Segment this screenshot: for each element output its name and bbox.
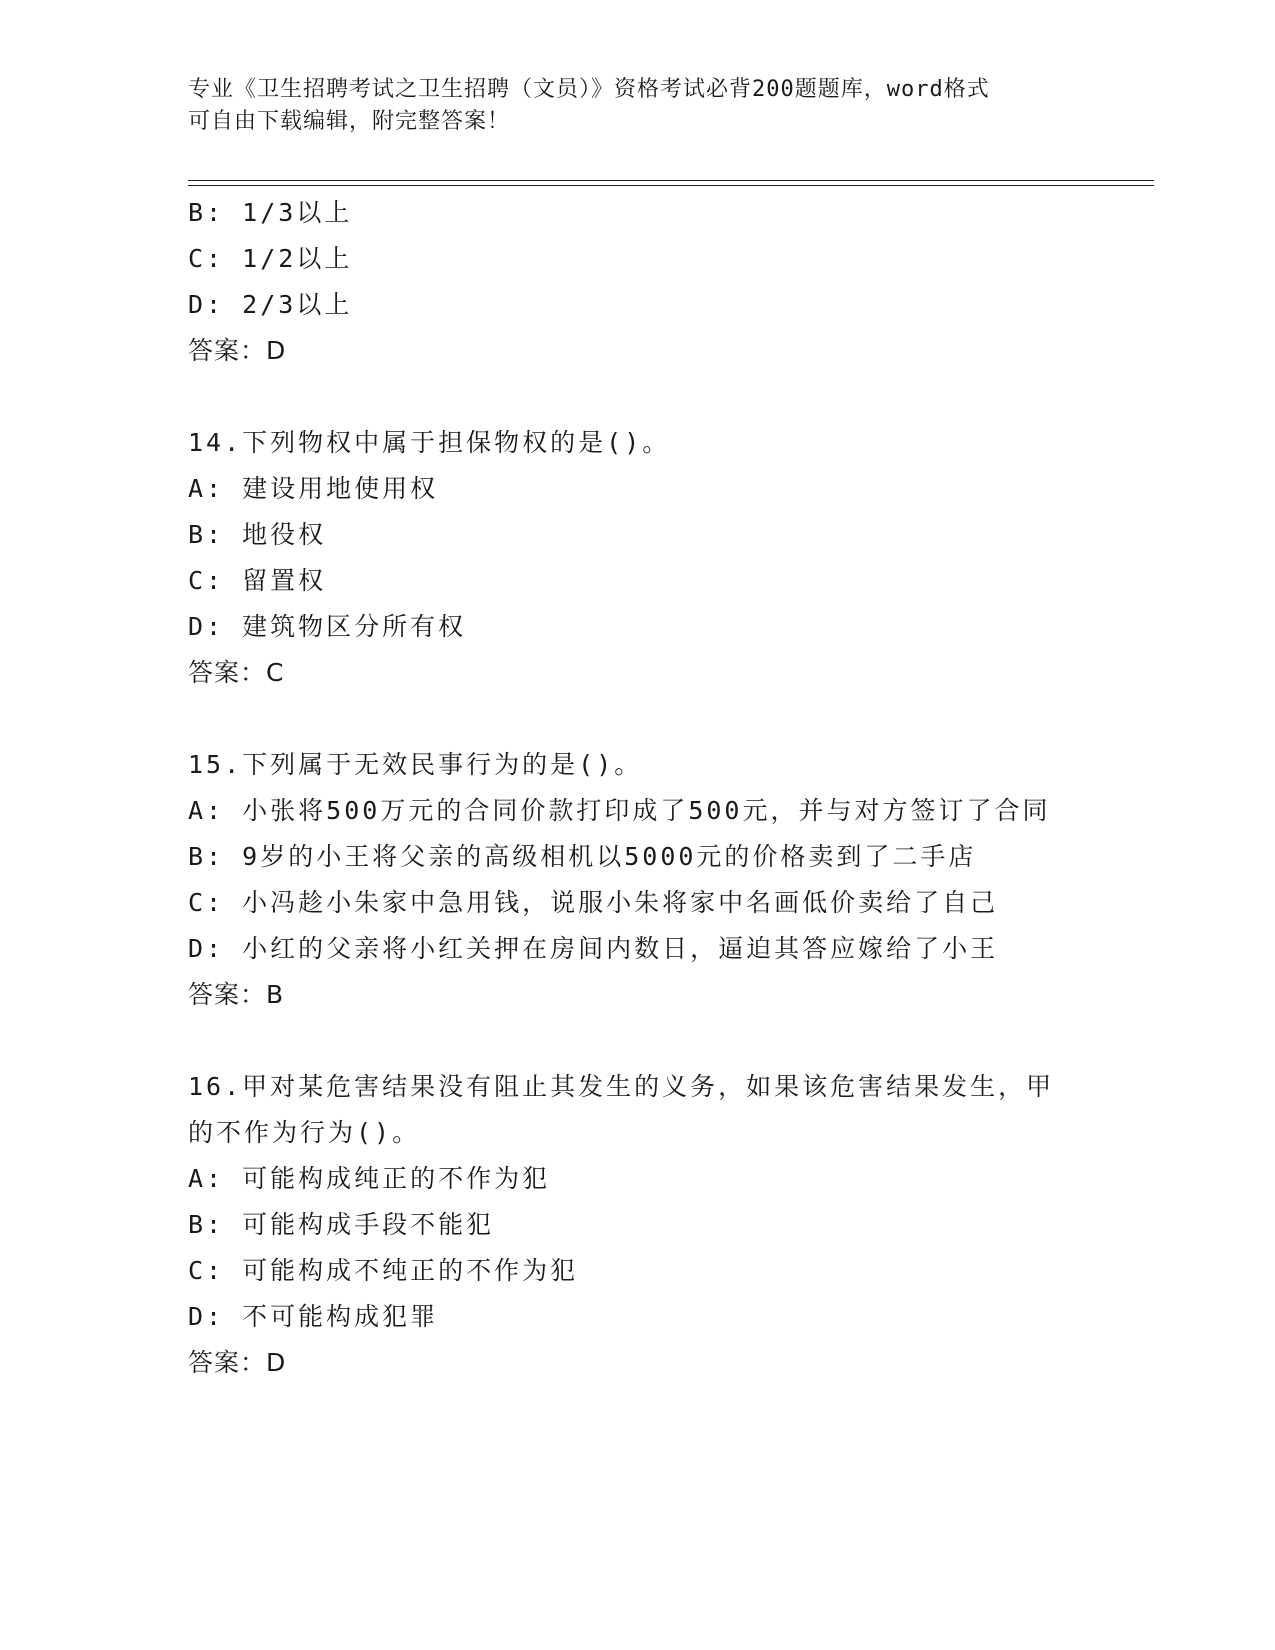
header-line-2: 可自由下载编辑，附完整答案！ [188, 109, 511, 134]
option-c: C: 1/2以上 [188, 244, 353, 273]
prev-question [188, 190, 1154, 374]
question-stem-continued: 的不作为行为()。 [188, 1118, 421, 1147]
header-line-1: 专业《卫生招聘考试之卫生招聘（文员）》资格考试必背200题题库，word格式 [188, 77, 990, 102]
document-header [188, 74, 1088, 138]
option-b: B: 地役权 [188, 520, 327, 549]
option-a: A: 可能构成纯正的不作为犯 [188, 1164, 551, 1193]
option-d: D: 2/3以上 [188, 290, 353, 319]
question-stem: 15.下列属于无效民事行为的是()。 [188, 750, 643, 779]
document-body [188, 190, 1154, 1386]
spacer [188, 696, 1154, 742]
option-d: D: 不可能构成犯罪 [188, 1302, 439, 1331]
option-b: B: 可能构成手段不能犯 [188, 1210, 495, 1239]
question-stem: 14.下列物权中属于担保物权的是()。 [188, 428, 671, 457]
header-divider [188, 180, 1154, 186]
question-stem: 16.甲对某危害结果没有阻止其发生的义务，如果该危害结果发生，甲 [188, 1072, 1055, 1101]
question-14 [188, 420, 1154, 696]
option-a: A: 小张将500万元的合同价款打印成了500元，并与对方签订了合同 [188, 796, 1051, 825]
option-b: B: 9岁的小王将父亲的高级相机以5000元的价格卖到了二手店 [188, 842, 977, 871]
question-16 [188, 1064, 1154, 1386]
option-a: A: 建设用地使用权 [188, 474, 439, 503]
spacer [188, 374, 1154, 420]
question-15 [188, 742, 1154, 1018]
answer: 答案：D [188, 336, 287, 365]
option-d: D: 建筑物区分所有权 [188, 612, 467, 641]
option-d: D: 小红的父亲将小红关押在房间内数日，逼迫其答应嫁给了小王 [188, 934, 999, 963]
option-b: B: 1/3以上 [188, 198, 353, 227]
answer: 答案：B [188, 980, 285, 1009]
answer: 答案：D [188, 1348, 287, 1377]
option-c: C: 留置权 [188, 566, 327, 595]
option-c: C: 可能构成不纯正的不作为犯 [188, 1256, 579, 1285]
option-c: C: 小冯趁小朱家中急用钱，说服小朱将家中名画低价卖给了自己 [188, 888, 999, 917]
answer: 答案：C [188, 658, 285, 687]
spacer [188, 1018, 1154, 1064]
